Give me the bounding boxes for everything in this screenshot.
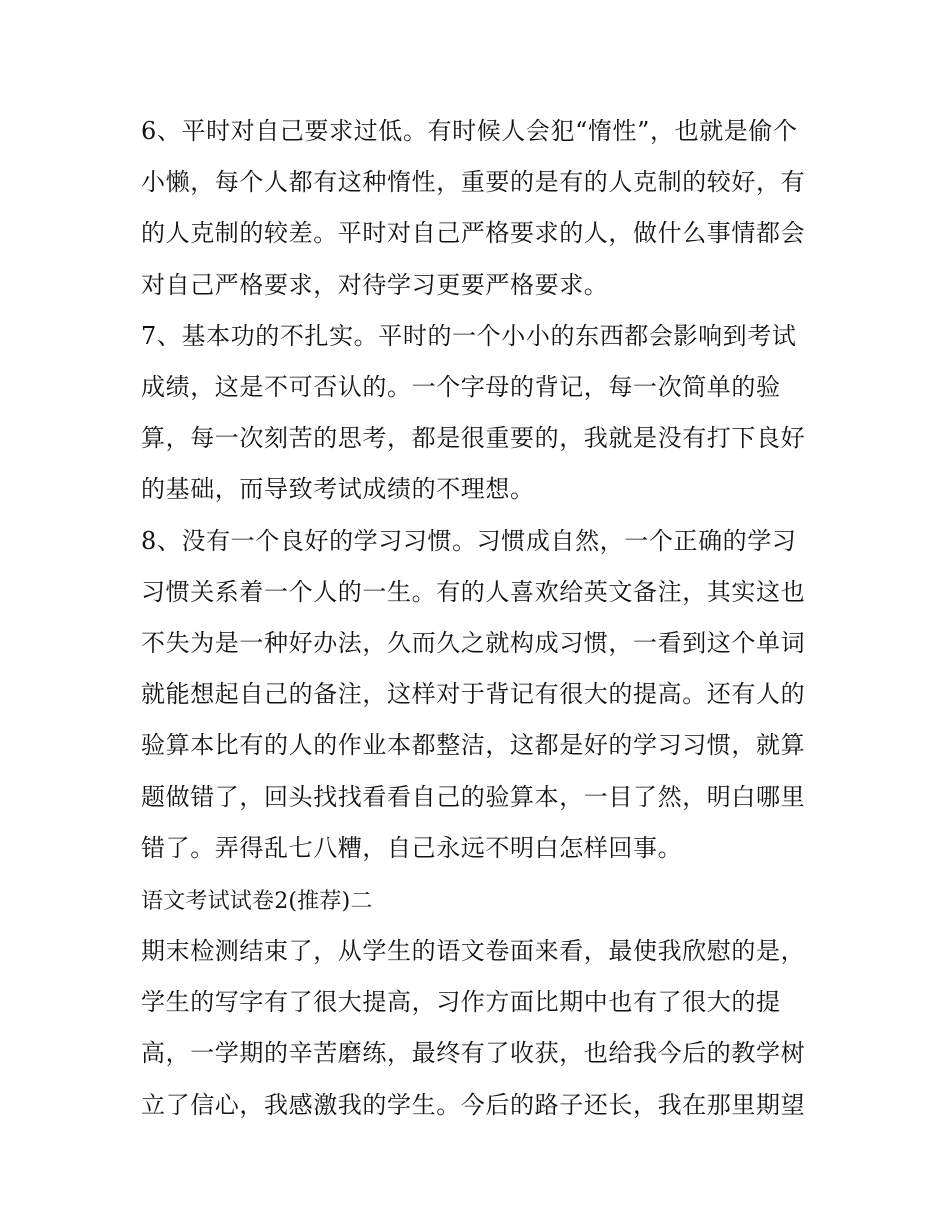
paragraph-item-6: 6、平时对自己要求过低。有时候人会犯“惰性”，也就是偷个小懒，每个人都有这种惰性，重要的是有的人克制的较好，有的人克制的较差。平时对自己严格要求的人，做什么事情都会对自己严格要求，对待学习更要严格要求。 [141,117,806,299]
section-heading: 语文考试试卷2(推荐)二 [141,889,373,915]
paragraph-item-8: 8、没有一个良好的学习习惯。习惯成自然，一个正确的学习习惯关系着一个人的一生。有的人喜欢给英文备注，其实这也不失为是一种好办法，久而久之就构成习惯，一看到这个单词就能想起自己的备注，这样对于背记有很大的提高。还有人的验算本比有的人的作业本都整洁，这都是好的学习习惯，就算题做错了，回头找找看看自己的验算本，一目了然，明白哪里错了。弄得乱七八糟，自己永远不明白怎样回事。 [141,526,806,862]
document-page [141,106,821,1131]
closing-paragraph: 期末检测结束了，从学生的语文卷面来看，最使我欣慰的是，学生的写字有了很大提高，习作方面比期中也有了很大的提高，一学期的辛苦磨练，最终有了收获，也给我今后的教学树立了信心，我感激我的学生。今后的路子还长，我在那里期望 [141,937,806,1119]
paragraph-item-7: 7、基本功的不扎实。平时的一个小小的东西都会影响到考试成绩，这是不可否认的。一个字母的背记，每一次简单的验算，每一次刻苦的思考，都是很重要的，我就是没有打下良好的基础，而导致考试成绩的不理想。 [141,321,806,504]
